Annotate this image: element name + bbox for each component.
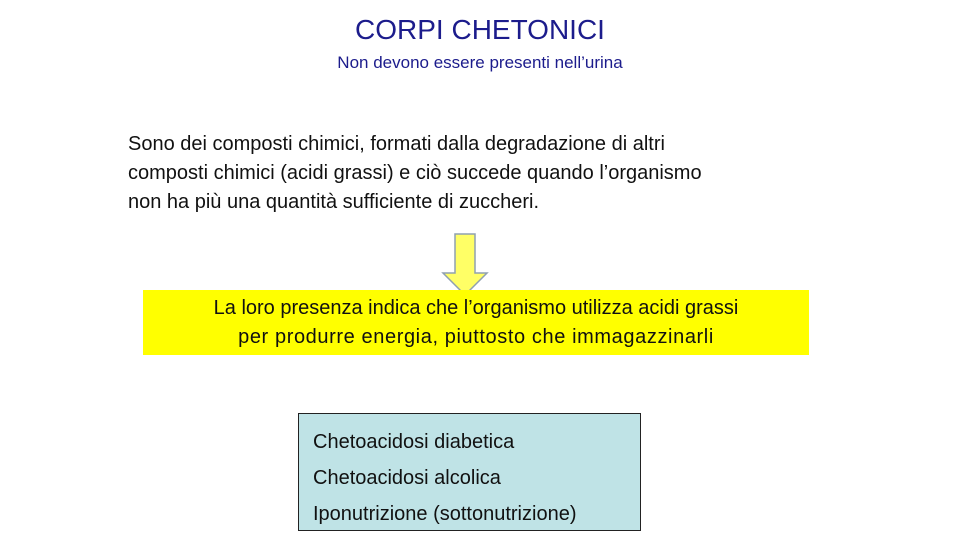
intro-paragraph (128, 130, 848, 217)
conditions-box (298, 413, 641, 531)
page-subtitle: Non devono essere presenti nell’urina (337, 53, 623, 72)
condition-item: Chetoacidosi diabetica (313, 431, 515, 453)
condition-item: Chetoacidosi alcolica (313, 467, 501, 489)
highlight-line: per produrre energia, piuttosto che immagazzinarli (238, 326, 714, 348)
intro-line: composti chimici (acidi grassi) e ciò succede quando l’organismo (128, 162, 702, 184)
intro-line: Sono dei composti chimici, formati dalla degradazione di altri (128, 133, 665, 155)
highlight-line: La loro presenza indica che l’organismo utilizza acidi grassi (213, 297, 739, 319)
condition-item: Iponutrizione (sottonutrizione) (313, 503, 577, 525)
highlight-box (143, 290, 809, 355)
page-title: CORPI CHETONICI (355, 14, 605, 45)
down-arrow-icon (440, 233, 490, 297)
intro-line: non ha più una quantità sufficiente di zuccheri. (128, 191, 540, 213)
